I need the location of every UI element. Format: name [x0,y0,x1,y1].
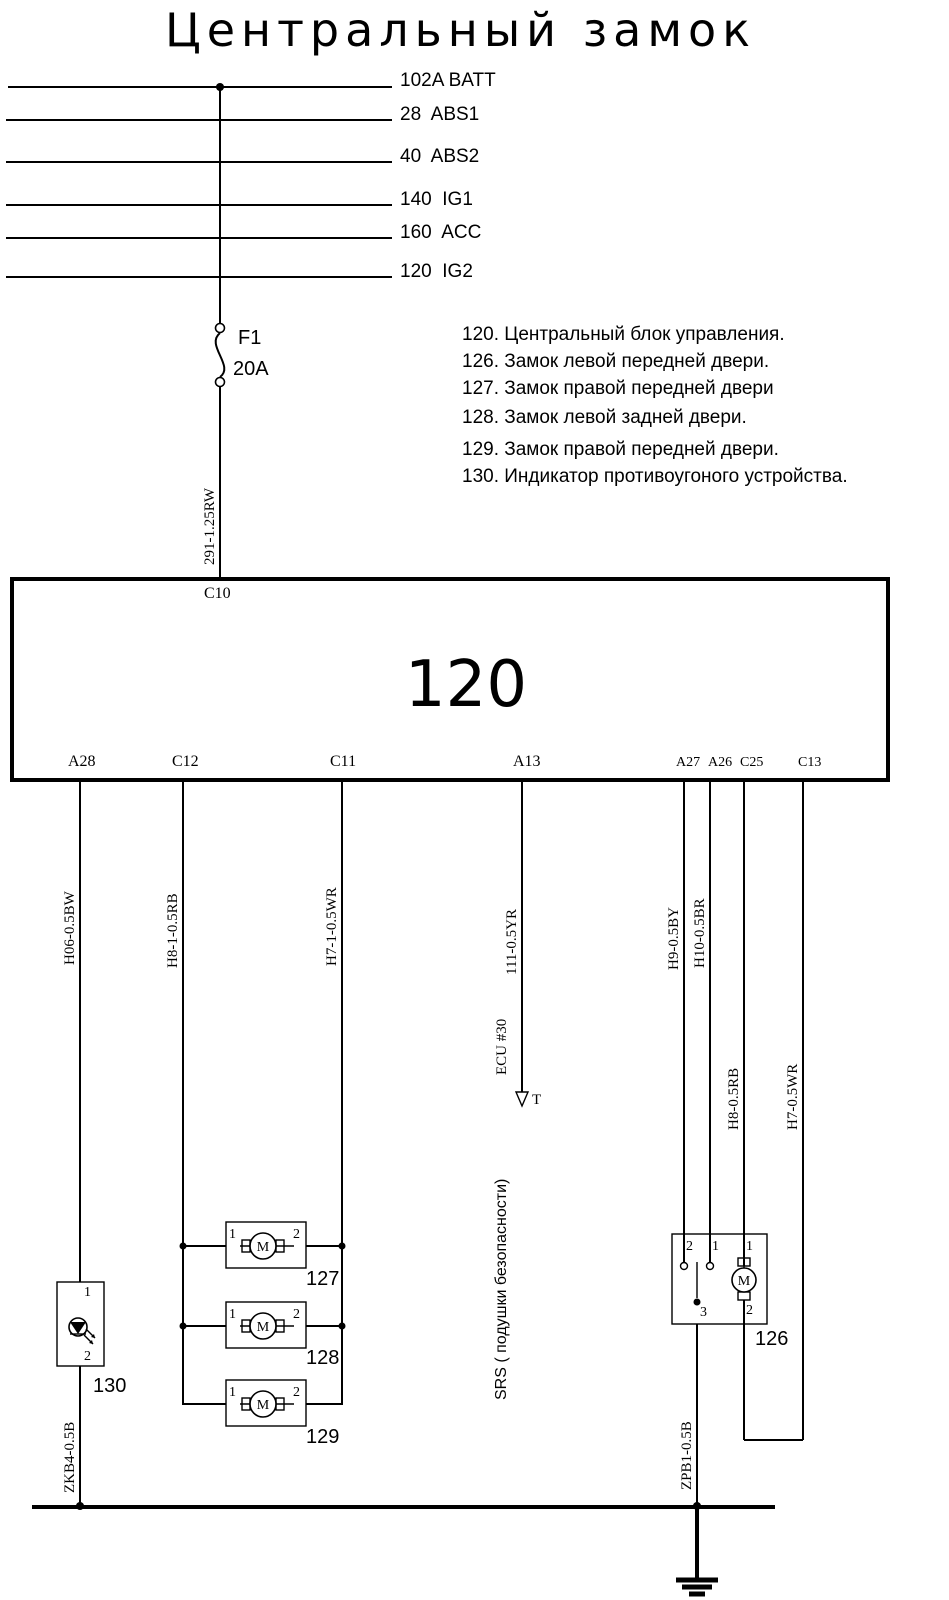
fuse-feed [202,83,269,578]
pin-label-c10: C10 [204,585,231,602]
motor-128-pin1: 1 [229,1307,236,1322]
indicator-130-label: 130 [93,1375,127,1397]
fuse-terminal-top [216,324,225,333]
lock-126-pin3: 3 [700,1305,707,1320]
power-bus [6,70,496,282]
switch-pivot [694,1299,701,1306]
wire-label-c11: H7-1-0.5WR [324,887,340,966]
fuse-rating: 20A [233,358,269,380]
pin-label-a26: A26 [708,755,733,770]
diagram-title: Центральный замок [165,3,756,57]
legend-item: 127. Замок правой передней двери [462,378,774,399]
indicator-130-pin2: 2 [84,1349,91,1364]
wire-label-a13: 111-0.5YR [504,909,520,975]
lock-126-motor-pin2: 2 [746,1303,753,1318]
pin-label-a13: A13 [513,753,541,770]
wire-label-fuse-ecu: 291-1.25RW [202,487,218,565]
bus-label-ig2: 120 IG2 [400,261,473,282]
legend [462,324,848,487]
motor-129-pin1: 1 [229,1385,236,1400]
junction-dot [180,1243,187,1250]
indicator-130-pin1: 1 [84,1285,91,1300]
motor-128-symbol: M [256,1320,270,1335]
motor-127-symbol: M [256,1240,270,1255]
rear-lock-circuits [165,780,346,1448]
pin-label-c11: C11 [330,753,357,770]
pin-label-c12: C12 [172,753,199,770]
wire-label-a28: H06-0.5BW [62,891,78,965]
srs-ecu-label: ECU #30 [494,1018,510,1075]
wire-label-zpb1: ZPB1-0.5B [679,1421,695,1490]
wire-label-a26: H10-0.5BR [692,898,708,968]
pin-label-c13: C13 [798,755,822,770]
bus-label-abs2: 40 ABS2 [400,146,480,167]
wire-label-c12: H8-1-0.5RB [165,893,181,968]
fuse-terminal-bottom [216,378,225,387]
motor-127-label: 127 [306,1268,340,1290]
srs-link [493,780,541,1400]
lock-126-label: 126 [755,1328,789,1350]
wire-label-c13: H7-0.5WR [785,1063,801,1130]
wire-label-zkb4: ZKB4-0.5B [62,1421,78,1493]
lock-126-motor-pin1: 1 [746,1239,753,1254]
bus-label-ig1: 140 IG1 [400,189,473,210]
ecu-block [12,579,888,780]
motor-127-pin1: 1 [229,1227,236,1242]
junction-dot [180,1323,187,1330]
motor-128-pin2: 2 [293,1307,300,1322]
lock-126-motor-symbol: M [737,1274,751,1289]
pin-label-a28: A28 [68,753,96,770]
junction-dot [339,1323,346,1330]
connector-arrow-icon [516,1092,528,1106]
lock-126-pin2: 2 [686,1239,693,1254]
junction-dot [339,1243,346,1250]
pin-label-a27: A27 [676,755,701,770]
legend-item: 130. Индикатор противоугоного устройства. [462,466,848,487]
bus-label-batt: 102A BATT [400,70,496,91]
motor-128-label: 128 [306,1347,340,1369]
circuit-130 [57,780,126,1510]
fuse-name: F1 [238,327,262,349]
ground-icon [676,1580,718,1594]
motor-129-symbol: M [256,1398,270,1413]
motor-127-pin2: 2 [293,1227,300,1242]
wire-label-c25: H8-0.5RB [726,1067,742,1130]
motor-129-label: 129 [306,1426,340,1448]
wire-label-a27: H9-0.5BY [666,907,682,970]
led-icon [69,1318,95,1344]
switch-contact [707,1263,714,1270]
ground-bus [32,1507,775,1594]
switch-contact [681,1263,688,1270]
legend-item: 129. Замок правой передней двери. [462,439,779,460]
lock-126-pin1: 1 [712,1239,719,1254]
fuse-icon [216,333,225,377]
motor-129-pin2: 2 [293,1385,300,1400]
legend-item: 128. Замок левой задней двери. [462,407,747,428]
bus-label-acc: 160 ACC [400,222,482,243]
srs-note: SRS ( подушки безопасности) [493,1178,510,1400]
ecu-label: 120 [404,648,528,722]
legend-item: 126. Замок левой передней двери. [462,351,770,372]
bus-label-abs1: 28 ABS1 [400,104,480,125]
pin-label-c25: C25 [740,755,764,770]
circuit-126 [666,780,803,1510]
legend-item: 120. Центральный блок управления. [462,324,785,345]
srs-target-label: T [532,1092,542,1108]
